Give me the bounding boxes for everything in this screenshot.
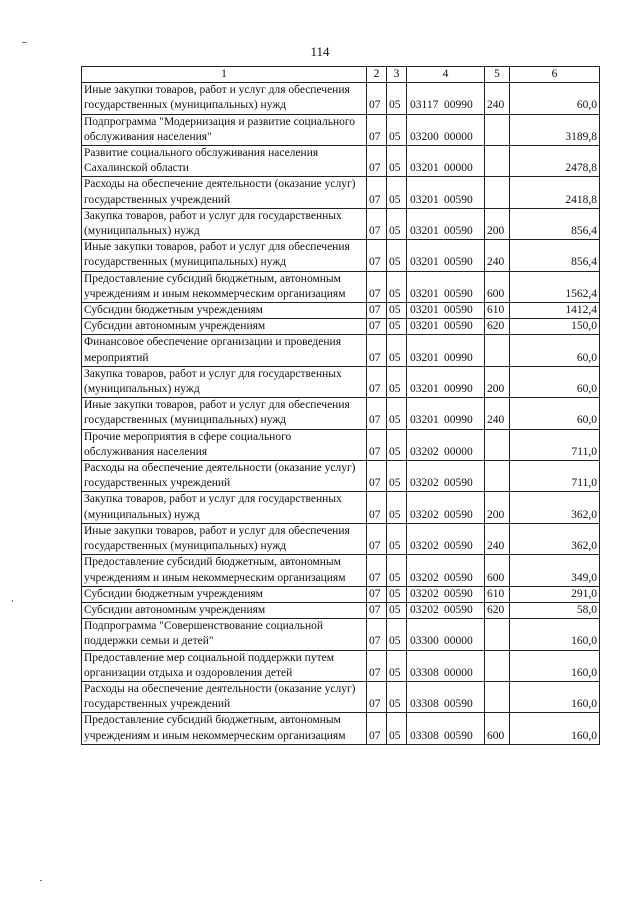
target-article-direction: 00990 [444,383,473,396]
amount-cell: 1562,4 [510,271,600,302]
subsection-cell: 05 [387,523,407,554]
expense-name-cell: Финансовое обеспечение организации и проведения мероприятий [82,335,367,366]
target-article-cell [407,619,485,650]
target-article-program: 03201 [410,256,439,269]
expense-name-cell: Предоставление субсидий бюджетным, автономным учреждениям и иным некоммерческим организациям [82,555,367,586]
target-article-cell [407,713,485,744]
table-row [82,492,600,523]
section-cell: 07 [367,619,387,650]
target-article-direction: 00590 [444,477,473,490]
subsection-cell: 05 [387,398,407,429]
expense-type-cell: 610 [485,303,510,319]
target-article-program: 03202 [410,603,439,616]
section-cell: 07 [367,492,387,523]
subsection-cell: 05 [387,555,407,586]
expense-type-cell: 600 [485,555,510,586]
subsection-cell: 05 [387,146,407,177]
target-article-cell [407,398,485,429]
section-cell: 07 [367,713,387,744]
table-row [82,523,600,554]
expense-name-cell: Иные закупки товаров, работ и услуг для обеспечения государственных (муниципальных) нужд [82,523,367,554]
header-cell: 6 [510,67,600,83]
section-cell: 07 [367,523,387,554]
target-article-program: 03308 [410,666,439,679]
expense-type-cell [485,650,510,681]
section-cell: 07 [367,146,387,177]
expense-type-cell [485,114,510,145]
expense-type-cell [485,177,510,208]
amount-cell: 349,0 [510,555,600,586]
table-row [82,240,600,271]
subsection-cell: 05 [387,83,407,114]
subsection-cell: 05 [387,586,407,602]
target-article-program: 03201 [410,351,439,364]
amount-cell: 60,0 [510,366,600,397]
header-cell: 3 [387,67,407,83]
target-article-direction: 00590 [444,256,473,269]
expense-type-cell: 600 [485,713,510,744]
section-cell: 07 [367,303,387,319]
target-article-cell [407,303,485,319]
target-article-cell [407,319,485,335]
target-article-cell [407,492,485,523]
target-article-direction: 00590 [444,287,473,300]
subsection-cell: 05 [387,240,407,271]
header-cell: 4 [407,67,485,83]
section-cell: 07 [367,650,387,681]
target-article-cell [407,586,485,602]
section-cell: 07 [367,461,387,492]
target-article-cell [407,366,485,397]
section-cell: 07 [367,208,387,239]
target-article-program: 03201 [410,414,439,427]
expense-name-cell: Расходы на обеспечение деятельности (оказание услуг) государственных учреждений [82,461,367,492]
scan-speck [40,880,42,881]
expense-type-cell [485,619,510,650]
amount-cell: 60,0 [510,398,600,429]
table-row [82,177,600,208]
expense-name-cell: Прочие мероприятия в сфере социального обслуживания населения [82,429,367,460]
expense-type-cell [485,429,510,460]
target-article-program: 03202 [410,477,439,490]
table-row [82,398,600,429]
table-row [82,602,600,618]
target-article-cell [407,146,485,177]
target-article-program: 03202 [410,587,439,600]
expense-name-cell: Подпрограмма "Модернизация и развитие социального обслуживания населения" [82,114,367,145]
amount-cell: 711,0 [510,461,600,492]
target-article-program: 03202 [410,508,439,521]
table-row [82,555,600,586]
target-article-cell [407,602,485,618]
table-row [82,146,600,177]
target-article-cell [407,208,485,239]
expense-type-cell: 200 [485,492,510,523]
expense-type-cell: 240 [485,240,510,271]
subsection-cell: 05 [387,429,407,460]
expense-name-cell: Иные закупки товаров, работ и услуг для обеспечения государственных (муниципальных) нужд [82,240,367,271]
expense-type-cell [485,461,510,492]
section-cell: 07 [367,271,387,302]
section-cell: 07 [367,602,387,618]
table-row [82,319,600,335]
target-article-direction: 00000 [444,635,473,648]
expense-type-cell: 240 [485,398,510,429]
subsection-cell: 05 [387,650,407,681]
expense-name-cell: Субсидии автономным учреждениям [82,602,367,618]
target-article-program: 03201 [410,287,439,300]
amount-cell: 2478,8 [510,146,600,177]
amount-cell: 60,0 [510,83,600,114]
subsection-cell: 05 [387,713,407,744]
target-article-cell [407,681,485,712]
expense-name-cell: Предоставление субсидий бюджетным, автономным учреждениям и иным некоммерческим организациям [82,713,367,744]
target-article-program: 03202 [410,445,439,458]
target-article-program: 03201 [410,320,439,333]
target-article-cell [407,114,485,145]
budget-table [81,66,600,745]
amount-cell: 160,0 [510,650,600,681]
amount-cell: 160,0 [510,713,600,744]
target-article-direction: 00000 [444,445,473,458]
target-article-cell [407,461,485,492]
subsection-cell: 05 [387,335,407,366]
expense-name-cell: Расходы на обеспечение деятельности (оказание услуг) государственных учреждений [82,177,367,208]
amount-cell: 362,0 [510,523,600,554]
target-article-direction: 00000 [444,666,473,679]
target-article-direction: 00590 [444,729,473,742]
section-cell: 07 [367,319,387,335]
header-cell: 2 [367,67,387,83]
expense-type-cell: 200 [485,366,510,397]
table-row [82,586,600,602]
section-cell: 07 [367,429,387,460]
scan-speck [22,42,27,43]
target-article-cell [407,555,485,586]
amount-cell: 60,0 [510,335,600,366]
section-cell: 07 [367,114,387,145]
expense-type-cell: 620 [485,602,510,618]
subsection-cell: 05 [387,619,407,650]
section-cell: 07 [367,555,387,586]
expense-name-cell: Подпрограмма "Совершенствование социальной поддержки семьи и детей" [82,619,367,650]
expense-type-cell: 240 [485,83,510,114]
target-article-cell [407,177,485,208]
section-cell: 07 [367,177,387,208]
target-article-program: 03201 [410,162,439,175]
expense-name-cell: Иные закупки товаров, работ и услуг для обеспечения государственных (муниципальных) нужд [82,83,367,114]
expense-type-cell [485,681,510,712]
amount-cell: 3189,8 [510,114,600,145]
table-row [82,83,600,114]
target-article-cell [407,429,485,460]
section-cell: 07 [367,586,387,602]
table-row [82,366,600,397]
table-row [82,114,600,145]
expense-name-cell: Субсидии автономным учреждениям [82,319,367,335]
target-article-cell [407,271,485,302]
table-header-row [82,67,600,83]
page-number: 114 [310,44,330,59]
amount-cell: 2418,8 [510,177,600,208]
target-article-program: 03201 [410,383,439,396]
table-row [82,335,600,366]
expense-name-cell: Развитие социального обслуживания населения Сахалинской области [82,146,367,177]
header-cell: 5 [485,67,510,83]
section-cell: 07 [367,366,387,397]
target-article-direction: 00590 [444,320,473,333]
target-article-direction: 00990 [444,351,473,364]
expense-type-cell: 620 [485,319,510,335]
expense-type-cell: 610 [485,586,510,602]
table-row [82,303,600,319]
target-article-program: 03201 [410,225,439,238]
target-article-direction: 00590 [444,540,473,553]
table-row [82,271,600,302]
target-article-direction: 00590 [444,225,473,238]
section-cell: 07 [367,681,387,712]
expense-name-cell: Расходы на обеспечение деятельности (оказание услуг) государственных учреждений [82,681,367,712]
expense-type-cell [485,335,510,366]
subsection-cell: 05 [387,492,407,523]
section-cell: 07 [367,335,387,366]
table-row [82,461,600,492]
target-article-program: 03202 [410,540,439,553]
amount-cell: 856,4 [510,208,600,239]
target-article-direction: 00590 [444,304,473,317]
target-article-direction: 00590 [444,698,473,711]
amount-cell: 291,0 [510,586,600,602]
target-article-program: 03308 [410,729,439,742]
expense-type-cell: 240 [485,523,510,554]
table-row [82,650,600,681]
target-article-program: 03201 [410,304,439,317]
expense-name-cell: Субсидии бюджетным учреждениям [82,303,367,319]
amount-cell: 362,0 [510,492,600,523]
expense-name-cell: Субсидии бюджетным учреждениям [82,586,367,602]
amount-cell: 856,4 [510,240,600,271]
expense-name-cell: Закупка товаров, работ и услуг для государственных (муниципальных) нужд [82,366,367,397]
target-article-program: 03200 [410,130,439,143]
target-article-program: 03300 [410,635,439,648]
target-article-direction: 00990 [444,99,473,112]
subsection-cell: 05 [387,319,407,335]
target-article-cell [407,240,485,271]
subsection-cell: 05 [387,461,407,492]
subsection-cell: 05 [387,681,407,712]
table-row [82,429,600,460]
subsection-cell: 05 [387,177,407,208]
target-article-program: 03308 [410,698,439,711]
section-cell: 07 [367,240,387,271]
target-article-direction: 00590 [444,571,473,584]
target-article-cell [407,335,485,366]
target-article-direction: 00590 [444,193,473,206]
expense-name-cell: Предоставление субсидий бюджетным, автономным учреждениям и иным некоммерческим организациям [82,271,367,302]
amount-cell: 711,0 [510,429,600,460]
table-row [82,619,600,650]
target-article-program: 03202 [410,571,439,584]
subsection-cell: 05 [387,366,407,397]
subsection-cell: 05 [387,208,407,239]
amount-cell: 160,0 [510,681,600,712]
amount-cell: 58,0 [510,602,600,618]
subsection-cell: 05 [387,602,407,618]
amount-cell: 150,0 [510,319,600,335]
target-article-cell [407,83,485,114]
amount-cell: 1412,4 [510,303,600,319]
subsection-cell: 05 [387,114,407,145]
scan-speck [12,600,13,602]
subsection-cell: 05 [387,271,407,302]
target-article-direction: 00000 [444,130,473,143]
expense-type-cell: 200 [485,208,510,239]
target-article-direction: 00590 [444,603,473,616]
subsection-cell: 05 [387,303,407,319]
target-article-cell [407,650,485,681]
target-article-cell [407,523,485,554]
expense-name-cell: Закупка товаров, работ и услуг для государственных (муниципальных) нужд [82,208,367,239]
expense-type-cell [485,146,510,177]
expense-name-cell: Иные закупки товаров, работ и услуг для обеспечения государственных (муниципальных) нужд [82,398,367,429]
target-article-program: 03117 [410,99,439,112]
amount-cell: 160,0 [510,619,600,650]
target-article-program: 03201 [410,193,439,206]
table-row [82,208,600,239]
target-article-direction: 00590 [444,587,473,600]
table-row [82,681,600,712]
section-cell: 07 [367,83,387,114]
target-article-direction: 00990 [444,414,473,427]
section-cell: 07 [367,398,387,429]
expense-name-cell: Закупка товаров, работ и услуг для государственных (муниципальных) нужд [82,492,367,523]
target-article-direction: 00590 [444,508,473,521]
target-article-direction: 00000 [444,162,473,175]
header-cell: 1 [82,67,367,83]
table-row [82,713,600,744]
expense-type-cell: 600 [485,271,510,302]
expense-name-cell: Предоставление мер социальной поддержки путем организации отдыха и оздоровления детей [82,650,367,681]
